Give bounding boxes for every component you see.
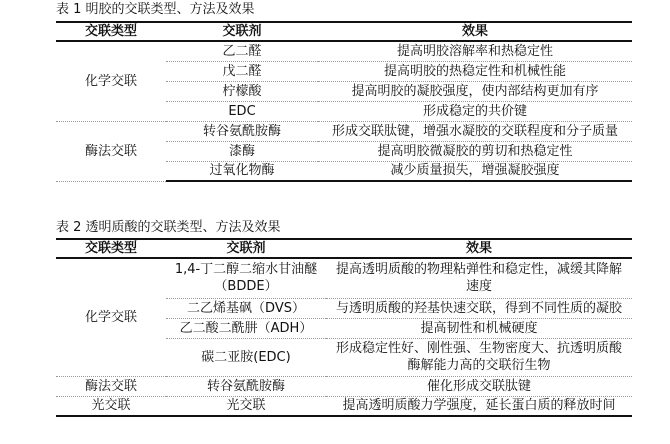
agent-cell: 转谷氨酰胺酶 — [166, 376, 326, 396]
table-row — [56, 396, 632, 416]
effect-cell: 形成交联肽键，增强水凝胶的交联程度和分子质量 — [318, 121, 632, 141]
table1-header-effect: 效果 — [318, 22, 632, 41]
table-row — [56, 258, 632, 298]
effect-cell: 形成稳定性好、刚性强、生物密度大、抗透明质酸酶解能力高的交联衍生物 — [326, 338, 632, 376]
hyaluronic-acid-crosslinking-table — [56, 238, 632, 417]
effect-cell: 减少质量损失，增强凝胶强度 — [318, 161, 632, 181]
table1-caption: 表 1 明胶的交联类型、方法及效果 — [56, 2, 255, 17]
effect-cell: 催化形成交联肽键 — [326, 376, 632, 396]
table-row — [56, 121, 632, 141]
table2-header-row — [56, 239, 632, 258]
agent-cell: 1,4-丁二醇二缩水甘油醚（BDDE） — [166, 258, 326, 298]
effect-cell: 提高明胶微凝胶的剪切和热稳定性 — [318, 141, 632, 161]
agent-cell: EDC — [166, 101, 318, 121]
agent-cell: 乙二醛 — [166, 41, 318, 61]
effect-cell: 提高明胶的热稳定性和机械性能 — [318, 61, 632, 81]
agent-cell: 漆酶 — [166, 141, 318, 161]
agent-cell: 二乙烯基砜（DVS） — [166, 298, 326, 318]
effect-cell: 与透明质酸的羟基快速交联，得到不同性质的凝胶 — [326, 298, 632, 318]
effect-cell: 形成稳定的共价键 — [318, 101, 632, 121]
effect-cell: 提高透明质酸的物理粘弹性和稳定性，减缓其降解速度 — [326, 258, 632, 298]
table2-header-effect: 效果 — [326, 239, 632, 258]
table2-header-type: 交联类型 — [56, 239, 166, 258]
table2-caption: 表 2 透明质酸的交联类型、方法及效果 — [56, 220, 281, 235]
effect-cell: 提高韧性和机械硬度 — [326, 318, 632, 338]
agent-cell: 乙二酸二酰肼（ADH） — [166, 318, 326, 338]
group-type-photo: 光交联 — [56, 396, 166, 416]
agent-cell: 戊二醛 — [166, 61, 318, 81]
group-type-chemical: 化学交联 — [56, 41, 166, 121]
table-row — [56, 41, 632, 61]
table-row — [56, 376, 632, 396]
group-type-chemical: 化学交联 — [56, 258, 166, 376]
agent-cell: 碳二亚胺(EDC) — [166, 338, 326, 376]
table1-header-agent: 交联剂 — [166, 22, 318, 41]
agent-cell: 转谷氨酰胺酶 — [166, 121, 318, 141]
agent-cell: 柠檬酸 — [166, 81, 318, 101]
table2-header-agent: 交联剂 — [166, 239, 326, 258]
effect-cell: 提高明胶的凝胶强度，使内部结构更加有序 — [318, 81, 632, 101]
table1-header-row — [56, 22, 632, 41]
effect-cell: 提高明胶溶解率和热稳定性 — [318, 41, 632, 61]
group-type-enzymatic: 酶法交联 — [56, 121, 166, 181]
table1-header-type: 交联类型 — [56, 22, 166, 41]
agent-cell: 过氧化物酶 — [166, 161, 318, 181]
effect-cell: 提高透明质酸力学强度，延长蛋白质的释放时间 — [326, 396, 632, 416]
group-type-enzymatic: 酶法交联 — [56, 376, 166, 396]
agent-cell: 光交联 — [166, 396, 326, 416]
gelatin-crosslinking-table — [56, 21, 632, 182]
